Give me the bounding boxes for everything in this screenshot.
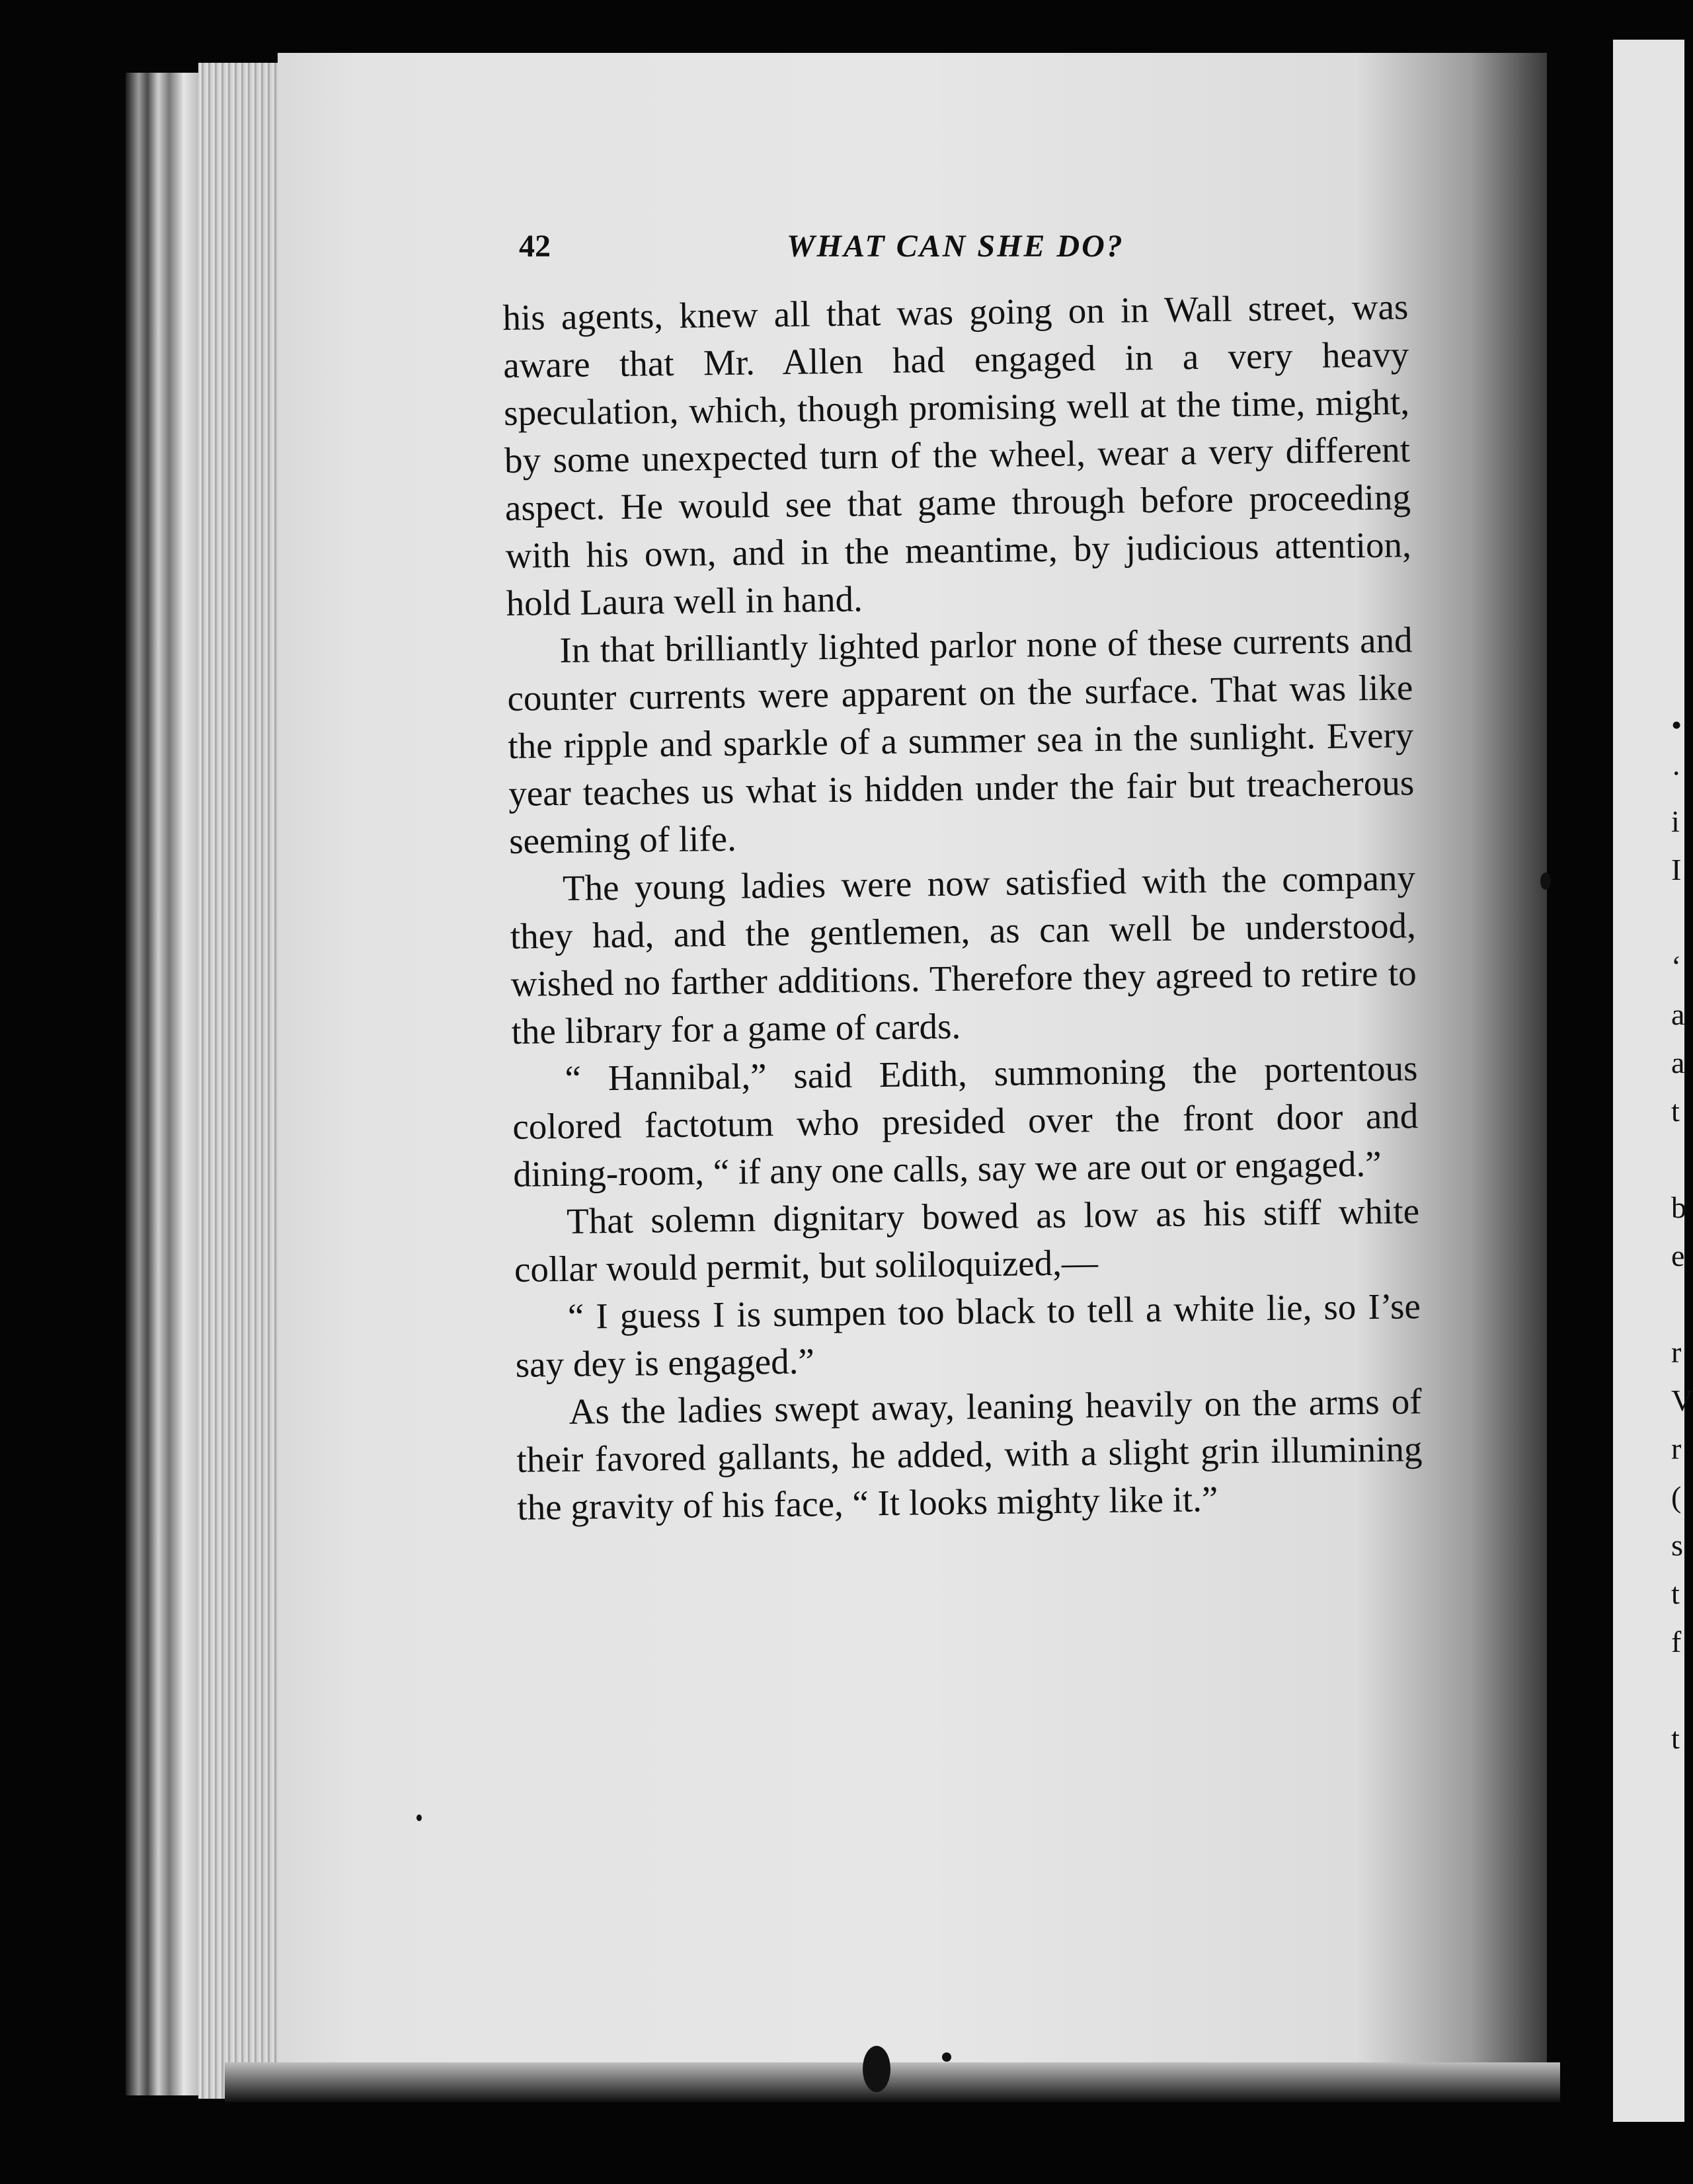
paragraph: The young ladies were now satisfied with the company they had, and the gentlemen, as can well be understood, wished no farther additions. Therefore they agreed to retire to the library for a game of cards. [510, 857, 1417, 1052]
facing-page-letter: ‘ [1671, 949, 1682, 983]
page-bottom-shadow [225, 2062, 1560, 2102]
paragraph: That solemn dignitary bowed as low as his stiff white collar would permit, but soliloquized,— [514, 1190, 1420, 1290]
paragraph: “ Hannibal,” said Edith, summoning the portentous colored factotum who presided over the front door and dining-room, “ if any one calls, say we are out or engaged.” [512, 1048, 1419, 1194]
facing-page-letter: · [1671, 756, 1682, 790]
running-title: WHAT CAN SHE DO? [787, 229, 1124, 264]
ink-speck [942, 2052, 951, 2062]
facing-page-letter: b [1671, 1190, 1686, 1224]
paragraph: As the ladies swept away, leaning heavily on the arms of their favored gallants, he added, with a slight grin illumining the gravity of his face, “ It looks mighty like it.” [516, 1381, 1423, 1528]
facing-page-letters [1671, 701, 1693, 1762]
facing-page-letter: I [1671, 853, 1682, 886]
paragraph: “ I guess I is sumpen too black to tell a white lie, so I’se say dey is engaged.” [515, 1286, 1421, 1385]
facing-page-letter: a [1671, 1046, 1685, 1079]
facing-page-letter: r [1671, 1335, 1682, 1369]
facing-page-letter: i [1671, 804, 1680, 838]
ink-speck [1540, 873, 1551, 890]
paragraph: his agents, knew all that was going on in Wall street, was aware that Mr. Allen had engaged in a very heavy speculation, which, though promising well at the time, might, by some unexpected turn of the wheel, wear a very different aspect. He would see that game through before proceeding with his own, and in the meantime, by judicious attention, hold Laura well in hand. [502, 286, 1412, 623]
facing-page-letter: r [1671, 1432, 1682, 1465]
running-head [519, 228, 1411, 268]
facing-page-letter: a [1671, 997, 1685, 1031]
paragraph: In that brilliantly lighted parlor none of these currents and counter currents were apparent on the surface. That was like the ripple and sparkle of a summer sea in the sunlight. Every year teaches us what is hidden under the fair but treacherous seeming of life. [507, 619, 1415, 861]
body-text [502, 283, 1423, 1532]
page-stack [198, 63, 278, 2099]
facing-page-letter [1671, 1280, 1684, 1328]
facing-page-letter: ( [1671, 1480, 1682, 1514]
facing-page-letter: f [1671, 1625, 1682, 1658]
facing-page-letter: s [1671, 1528, 1683, 1562]
ink-speck [416, 1814, 422, 1821]
facing-page-letter: e [1671, 1239, 1685, 1272]
book-edge-left [126, 73, 198, 2095]
facing-page-letter [1671, 1135, 1684, 1183]
facing-page-letter [1671, 894, 1684, 942]
facing-page-letter: • [1671, 708, 1682, 742]
page-number: 42 [519, 229, 551, 264]
facing-page-letter [1671, 1666, 1684, 1714]
facing-page-letter: V [1671, 1384, 1693, 1417]
facing-page-letter: t [1671, 1094, 1680, 1128]
ink-speck [863, 2046, 890, 2092]
facing-page-letter: t [1671, 1721, 1680, 1755]
facing-page-letter: t [1671, 1577, 1680, 1610]
